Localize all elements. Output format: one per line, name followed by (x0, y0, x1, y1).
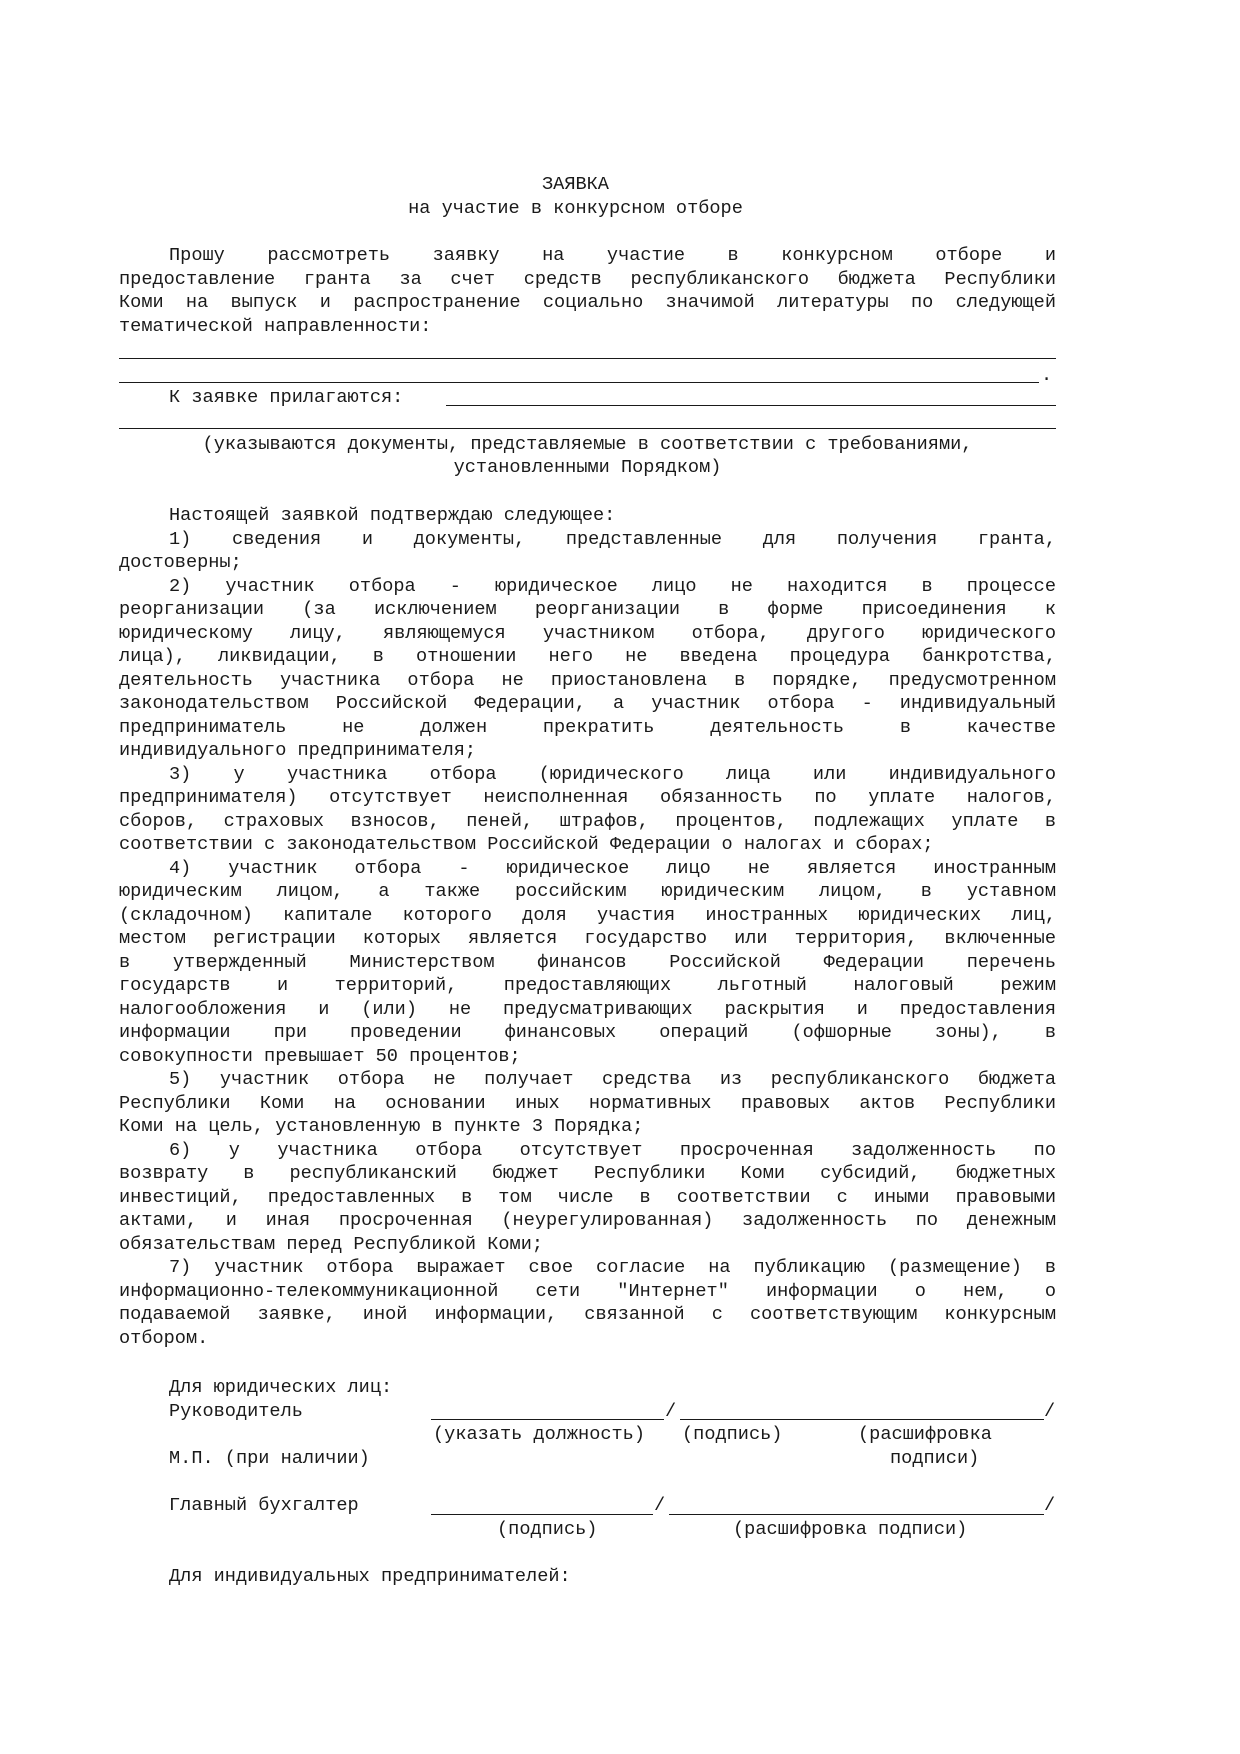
caption-decode: подписи) (890, 1448, 980, 1469)
item-7-line: отбором. (119, 1327, 209, 1349)
item-2-line: лица), ликвидации, в отношении него не введена процедура банкротства, (119, 646, 1056, 667)
item-6-line: инвестиций, предоставленных в том числе в соответствии с иными правовыми (119, 1186, 1056, 1208)
line-end-dot: . (1041, 365, 1053, 386)
caption-decode: (расшифровка (858, 1424, 992, 1445)
attached-note: установленными Порядком) (453, 457, 722, 478)
item-5-line: Республики Коми на основании иных нормативных правовых актов Республики (119, 1092, 1056, 1114)
decode-line (669, 1514, 1044, 1515)
attached-note: (указываются документы, представляемые в соответствии с требованиями, (202, 434, 973, 455)
item-4-line: совокупности превышает 50 процентов; (119, 1045, 521, 1067)
intro-line: Коми на выпуск и распространение социально значимой литературы по следующей (119, 292, 1056, 313)
item-1-line: достоверны; (119, 552, 242, 573)
item-2-line: законодательством Российской Федерации, а участник отбора - индивидуальный (119, 693, 1056, 714)
item-4-line: в утвержденный Министерством финансов Российской Федерации перечень (119, 951, 1056, 973)
fill-line (119, 428, 1056, 429)
intro-line: тематической направленности: (119, 315, 432, 337)
item-6-line: обязательствам перед Республикой Коми; (119, 1233, 544, 1255)
item-2-line: 2) участник отбора - юридическое лицо не находится в процессе (169, 575, 1056, 597)
item-2-line: предприниматель не должен прекратить деятельность в качестве (119, 716, 1056, 738)
head-label: Руководитель (169, 1401, 303, 1422)
slash: / (1044, 1401, 1056, 1422)
item-2-line: реорганизации (за исключением реорганизации в форме присоединения к (119, 599, 1056, 620)
item-3-line: соответствии с законодательством Российской Федерации о налогах и сборах; (119, 834, 934, 855)
ip-heading: Для индивидуальных предпринимателей: (169, 1566, 571, 1587)
slash: / (654, 1495, 666, 1516)
attached-label: К заявке прилагаются: (169, 387, 404, 408)
item-2-line: юридическому лицу, являющемуся участником отбора, другого юридического (119, 622, 1056, 644)
doc-title: ЗАЯВКА (542, 174, 609, 195)
caption-signature: (подпись) (497, 1519, 598, 1540)
signature-line (680, 1419, 1044, 1420)
item-4-line: юридическим лицом, а также российским юридическим лицом, в уставном (119, 881, 1056, 902)
slash: / (1044, 1495, 1056, 1516)
item-7-line: подаваемой заявке, иной информации, связанной с соответствующим конкурсным (119, 1304, 1056, 1325)
fill-line (119, 382, 1039, 383)
item-3-line: сборов, страховых взносов, пеней, штрафов, процентов, подлежащих уплате в (119, 810, 1056, 832)
item-4-line: государств и территорий, предоставляющих льготный налоговый режим (119, 975, 1056, 996)
item-4-line: информации при проведении финансовых операций (офшорные зоны), в (119, 1022, 1056, 1043)
item-2-line: деятельность участника отбора не приостановлена в порядке, предусмотренном (119, 669, 1056, 691)
item-1-line: 1) сведения и документы, представленные для получения гранта, (169, 528, 1056, 550)
item-6-line: 6) у участника отбора отсутствует просроченная задолженность по (169, 1139, 1056, 1161)
intro-line: предоставление гранта за счет средств республиканского бюджета Республики (119, 268, 1056, 290)
intro-paragraph (119, 244, 1056, 338)
item-5-line: Коми на цель, установленную в пункте 3 Порядка; (119, 1116, 644, 1137)
item-3-line: 3) у участника отбора (юридического лица или индивидуального (169, 763, 1056, 785)
doc-subtitle: на участие в конкурсном отборе (408, 198, 743, 219)
stamp-label: М.П. (при наличии) (169, 1448, 370, 1469)
item-5-line: 5) участник отбора не получает средства из республиканского бюджета (169, 1069, 1056, 1090)
item-4-line: (складочном) капитале которого доля участия иностранных юридических лиц, (119, 904, 1056, 926)
item-4-line: налогообложения и (или) не предусматривающих раскрытия и предоставления (119, 998, 1056, 1020)
fill-line (119, 358, 1056, 359)
accountant-label: Главный бухгалтер (169, 1495, 359, 1516)
item-2-line: индивидуального предпринимателя; (119, 740, 477, 761)
position-line (431, 1419, 664, 1420)
intro-line: Прошу рассмотреть заявку на участие в конкурсном отборе и (169, 245, 1056, 266)
signature-line (431, 1514, 653, 1515)
item-6-line: возврату в республиканский бюджет Республики Коми субсидий, бюджетных (119, 1163, 1056, 1184)
legal-heading: Для юридических лиц: (169, 1377, 393, 1398)
item-4-line: 4) участник отбора - юридическое лицо не является иностранным (169, 857, 1056, 879)
item-4-line: местом регистрации которых является государство или территория, включенные (119, 928, 1056, 949)
item-6-line: актами, и иная просроченная (неурегулированная) задолженность по денежным (119, 1210, 1056, 1231)
caption-decode: (расшифровка подписи) (733, 1519, 968, 1540)
caption-signature: (подпись) (682, 1424, 783, 1445)
confirm-heading: Настоящей заявкой подтверждаю следующее: (169, 505, 616, 526)
confirmation-block (119, 504, 1056, 1350)
fill-line (446, 405, 1056, 406)
caption-position: (указать должность) (433, 1424, 646, 1445)
item-7-line: информационно-телекоммуникационной сети "Интернет" информации о нем, о (119, 1280, 1056, 1302)
item-3-line: предпринимателя) отсутствует неисполненная обязанность по уплате налогов, (119, 787, 1056, 808)
slash: / (665, 1401, 677, 1422)
item-7-line: 7) участник отбора выражает свое согласие на публикацию (размещение) в (169, 1257, 1056, 1278)
